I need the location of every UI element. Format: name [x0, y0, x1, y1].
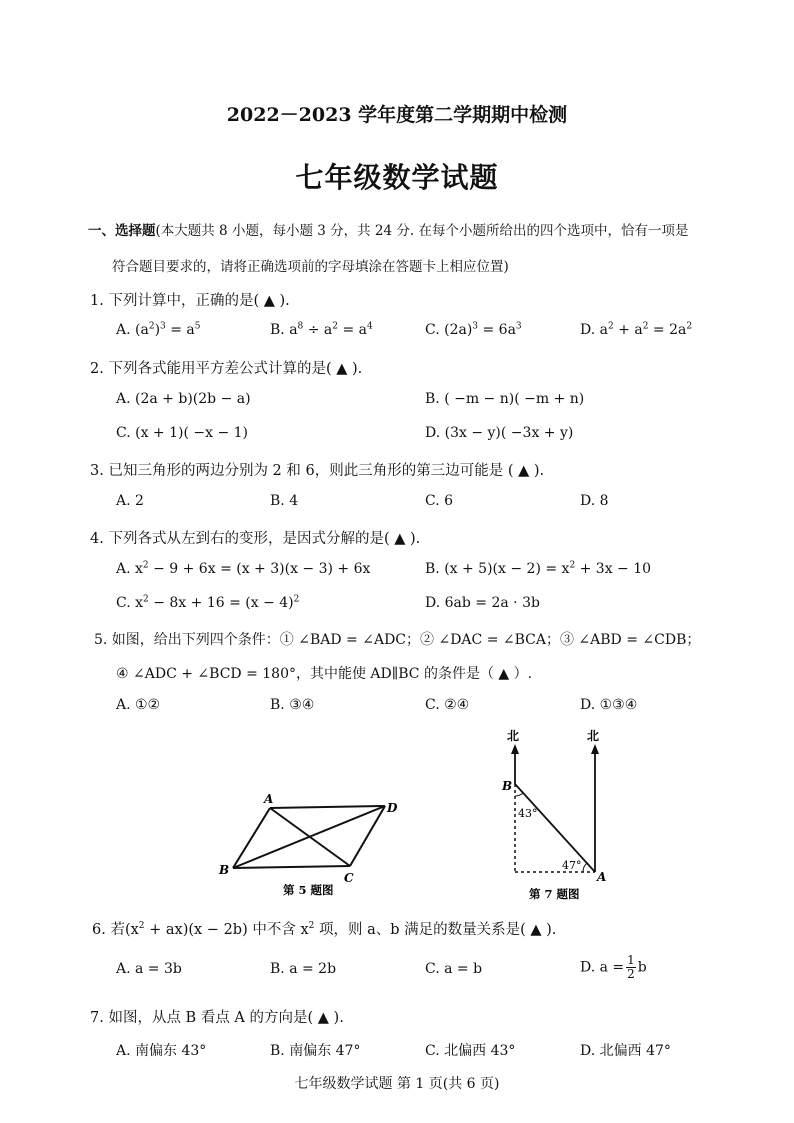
diagonal-bd [233, 806, 385, 868]
fig7-caption: 第 7 题图 [529, 887, 580, 901]
q5-stem-line2: ④ ∠ADC + ∠BCD = 180°，其中能使 AD∥BC 的条件是（ ▲ ）. [116, 666, 533, 682]
exam-title: 七年级数学试题 [295, 161, 499, 194]
north-arrow-b-icon [511, 744, 519, 754]
section-heading [88, 219, 688, 239]
q3-stem: 3. 已知三角形的两边分别为 2 和 6，则此三角形的第三边可能是 ( ▲ ). [90, 463, 545, 479]
q4-option-d: D. 6ab = 2a · 3b [425, 595, 540, 611]
q7-option-c: C. 北偏西 43° [425, 1043, 516, 1059]
angle-arc-a [583, 863, 587, 872]
q1-option-d: D. $a^2 + a^2 = 2a^2$ [580, 321, 693, 338]
fig5-label-d: D [387, 801, 398, 815]
fig5-caption: 第 5 题图 [283, 883, 334, 897]
segment-ba [515, 784, 595, 872]
q5-option-b: B. ③④ [270, 697, 315, 713]
q4-option-c: C. $x^2 - 8x + 16 = (x - 4)^2$ [116, 594, 300, 611]
figure-7 [495, 724, 625, 904]
q2-stem: 2. 下列各式能用平方差公式计算的是( ▲ ). [90, 361, 363, 377]
q3-option-b: B. 4 [270, 493, 299, 509]
q6-option-c: C. a = b [425, 961, 483, 977]
q7-stem: 7. 如图，从点 B 看点 A 的方向是( ▲ ). [90, 1010, 344, 1026]
page-footer: 七年级数学试题 第 1 页(共 6 页) [294, 1076, 500, 1092]
fig7-north-a: 北 [587, 729, 600, 743]
q3-option-a: A. 2 [116, 493, 144, 509]
section-intro-line2: 符合题目要求的，请将正确选项前的字母填涂在答题卡上相应位置) [112, 259, 509, 275]
q4-option-a: A. $x^2 - 9 + 6x = (x + 3)(x - 3) + 6x$ [116, 560, 371, 577]
q6-option-a: A. a = 3b [116, 961, 182, 977]
q2-option-d: D. (3x − y)( −3x + y) [425, 425, 574, 441]
q7-option-d: D. 北偏西 47° [580, 1043, 671, 1059]
fig7-angle-b: 43° [518, 807, 538, 820]
q1-option-c: C. $(2a)^3 = 6a^3$ [425, 321, 522, 338]
q5-stem-line1: 5. 如图，给出下列四个条件：① ∠BAD = ∠ADC；② ∠DAC = ∠BCA；③ ∠ABD = ∠CDB； [94, 632, 701, 648]
q3-option-d: D. 8 [580, 493, 609, 509]
q4-stem: 4. 下列各式从左到右的变形，是因式分解的是( ▲ ). [90, 531, 421, 547]
fig5-label-b: B [219, 863, 230, 877]
q2-option-a: A. (2a + b)(2b − a) [116, 391, 251, 407]
north-arrow-a-icon [591, 744, 599, 754]
segment-dc [350, 806, 385, 866]
q1-option-b: B. $a^8 \div a^2 = a^4$ [270, 321, 373, 338]
fig7-angle-a: 47° [562, 859, 582, 872]
exam-header: 2022－2023 学年度第二学期期中检测 [226, 104, 568, 126]
q5-option-d: D. ①③④ [580, 697, 638, 713]
q6-stem: 6. 若$(x^2 + ax)(x - 2b)$ 中不含 $x^2$ 项，则 a、b 满足的数量关系是( ▲ ). [92, 921, 557, 938]
section-intro-line1: (本大题共 8 小题，每小题 3 分，共 24 分. 在每个小题所给出的四个选项中，恰有一项是 [155, 223, 689, 239]
fig5-label-c: C [344, 871, 354, 885]
fig7-north-b: 北 [507, 729, 520, 743]
fig7-label-b: B [502, 779, 513, 793]
q5-option-a: A. ①② [116, 697, 161, 713]
segment-ad [270, 806, 385, 808]
segment-cb [233, 866, 350, 868]
q7-option-b: B. 南偏东 47° [270, 1043, 361, 1059]
q2-option-b: B. ( −m − n)( −m + n) [425, 391, 585, 407]
q7-option-a: A. 南偏东 43° [116, 1043, 207, 1059]
q1-option-a: A. $(a^2)^3 = a^5$ [116, 321, 201, 338]
q4-option-b: B. $(x + 5)(x - 2) = x^2 + 3x - 10$ [425, 560, 652, 577]
q6-option-b: B. a = 2b [270, 961, 337, 977]
q2-option-c: C. (x + 1)( −x − 1) [116, 425, 249, 441]
angle-arc-b [515, 793, 523, 796]
segment-ba [233, 808, 270, 868]
fig5-label-a: A [264, 792, 274, 806]
figure-5 [215, 788, 405, 898]
q1-stem: 1. 下列计算中，正确的是( ▲ ). [90, 293, 290, 309]
q5-option-c: C. ②④ [425, 697, 470, 713]
fig7-label-a: A [597, 870, 607, 884]
fraction-one-half: $\frac{1}{2}$ [627, 953, 635, 981]
q3-option-c: C. 6 [425, 493, 454, 509]
q6-option-d: D. a = $\frac{1}{2}$ b [580, 953, 647, 981]
section-label: 一、选择题 [88, 223, 156, 239]
